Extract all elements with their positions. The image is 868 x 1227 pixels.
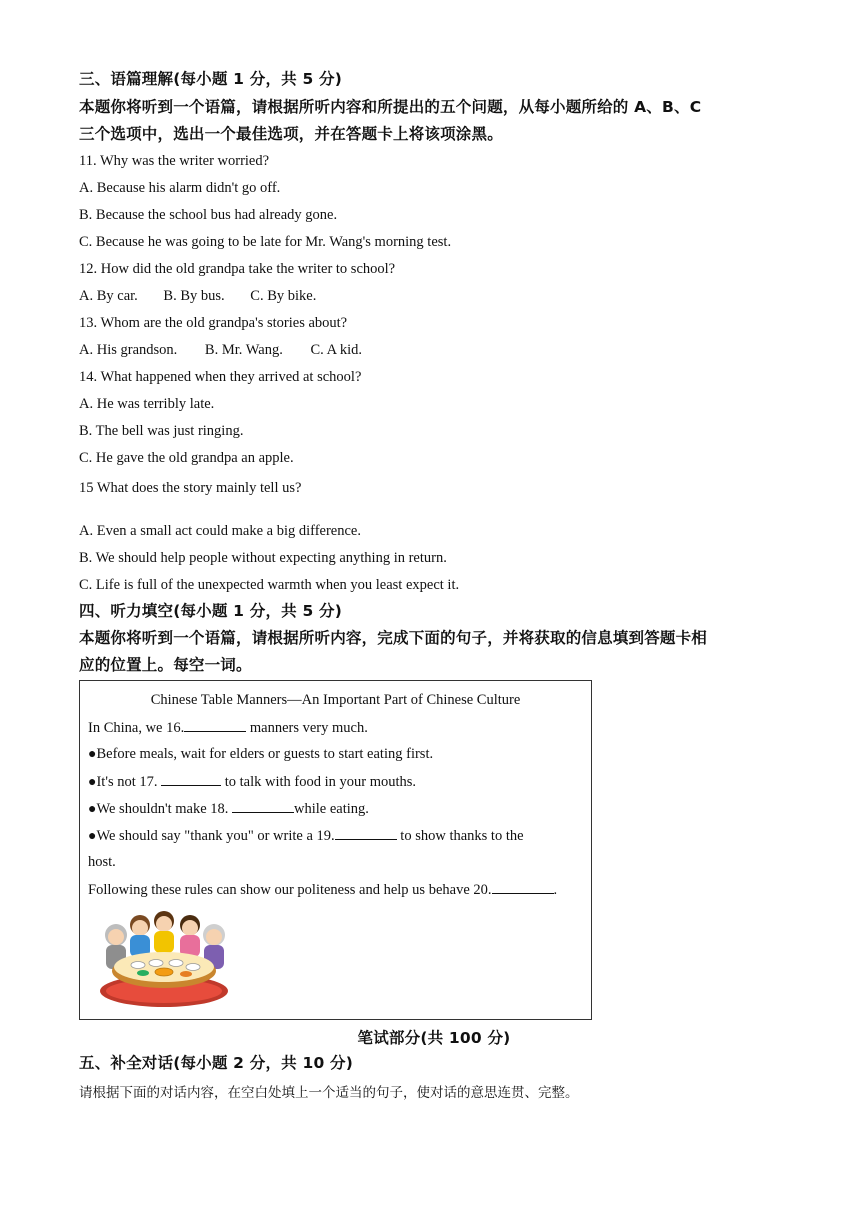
q15-option-c: C. Life is full of the unexpected warmth when you least expect it.: [79, 577, 460, 593]
q13-option-c: C. A kid.: [310, 342, 363, 358]
box-bullet-19-prefix: We should say "thank you" or write a 19.: [96, 828, 335, 844]
answer-blank-17: [161, 771, 221, 786]
box-bullet-18: [88, 798, 369, 820]
section5-heading: 五、补全对话(每小题 2 分，共 10 分): [79, 1054, 354, 1072]
section4-instruction-line1: 本题你将听到一个语篇，请根据所听内容，完成下面的句子，并将获取的信息填到答题卡相: [79, 629, 708, 647]
answer-blank-18: [232, 798, 294, 813]
box-bullet-18-suffix: while eating.: [294, 801, 369, 817]
section4-instruction-line2: 应的位置上。每空一词。: [79, 656, 252, 674]
section3-instruction-line1: 本题你将听到一个语篇，请根据所听内容和所提出的五个问题，从每小题所给的 A、B、C: [79, 98, 702, 116]
q12-option-b: B. By bus.: [163, 288, 225, 304]
answer-blank-20: [492, 879, 554, 894]
q15-option-b: B. We should help people without expecting anything in return.: [79, 550, 447, 566]
q13-option-a: A. His grandson.: [79, 342, 178, 358]
q11-option-c: C. Because he was going to be late for Mr. Wang's morning test.: [79, 234, 452, 250]
section4-heading: 四、听力填空(每小题 1 分，共 5 分): [79, 602, 343, 620]
q14-option-a: A. He was terribly late.: [79, 396, 215, 412]
bullet-icon: ●: [88, 775, 97, 790]
q12-options: [79, 286, 316, 306]
q13-question: 13. Whom are the old grandpa's stories about?: [79, 315, 348, 331]
box-line-16-prefix: In China, we 16.: [88, 720, 185, 736]
q13-option-b: B. Mr. Wang.: [204, 342, 283, 358]
box-line-16: [88, 717, 368, 738]
q15-question: 15 What does the story mainly tell us?: [79, 480, 302, 496]
answer-blank-19: [335, 825, 397, 840]
box-line-16-suffix: manners very much.: [246, 720, 368, 736]
q12-option-c: C. By bike.: [250, 288, 317, 304]
section3-instruction-line2: 三个选项中，选出一个最佳选项，并在答题卡上将该项涂黑。: [79, 125, 503, 143]
q14-option-c: C. He gave the old grandpa an apple.: [79, 450, 294, 466]
box-line-20: [88, 879, 557, 900]
box-bullet-19: [88, 825, 524, 847]
q11-option-b: B. Because the school bus had already gone.: [79, 207, 338, 223]
answer-blank-16: [184, 717, 246, 732]
bullet-icon: ●: [88, 747, 97, 762]
box-title: Chinese Table Manners—An Important Part of Chinese Culture: [150, 692, 521, 708]
q15-option-a: A. Even a small act could make a big difference.: [79, 523, 361, 539]
written-part-title: 笔试部分(共 100 分): [357, 1029, 511, 1047]
section5-instruction: 请根据下面的对话内容，在空白处填上一个适当的句子，使对话的意思连贯、完整。: [79, 1085, 579, 1101]
q11-question: 11. Why was the writer worried?: [79, 153, 270, 169]
q12-question: 12. How did the old grandpa take the writer to school?: [79, 261, 396, 277]
box-line-20-prefix: Following these rules can show our politeness and help us behave 20.: [88, 882, 492, 898]
box-bullet-17-prefix: It's not 17.: [96, 774, 162, 790]
q11-option-a: A. Because his alarm didn't go off.: [79, 180, 281, 196]
q13-options: [79, 340, 362, 360]
q12-option-a: A. By car.: [79, 288, 138, 304]
box-line-20-suffix: .: [553, 882, 558, 898]
box-bullet-1: [88, 744, 433, 765]
bullet-icon: ●: [88, 829, 97, 844]
listening-fill-box: [79, 680, 592, 1020]
box-bullet-17-suffix: to talk with food in your mouths.: [221, 774, 417, 790]
box-bullet-19-suffix: to show thanks to the: [396, 828, 524, 844]
section3-heading: 三、语篇理解(每小题 1 分，共 5 分): [79, 70, 343, 88]
box-bullet-19-continued: host.: [88, 854, 116, 870]
bullet-icon: ●: [88, 802, 97, 817]
box-bullet-17: [88, 771, 416, 793]
box-bullet-1-text: Before meals, wait for elders or guests to start eating first.: [96, 746, 434, 762]
box-bullet-18-prefix: We shouldn't make 18.: [96, 801, 233, 817]
q14-question: 14. What happened when they arrived at school?: [79, 369, 362, 385]
family-dinner-illustration: [98, 909, 236, 1009]
q14-option-b: B. The bell was just ringing.: [79, 423, 244, 439]
